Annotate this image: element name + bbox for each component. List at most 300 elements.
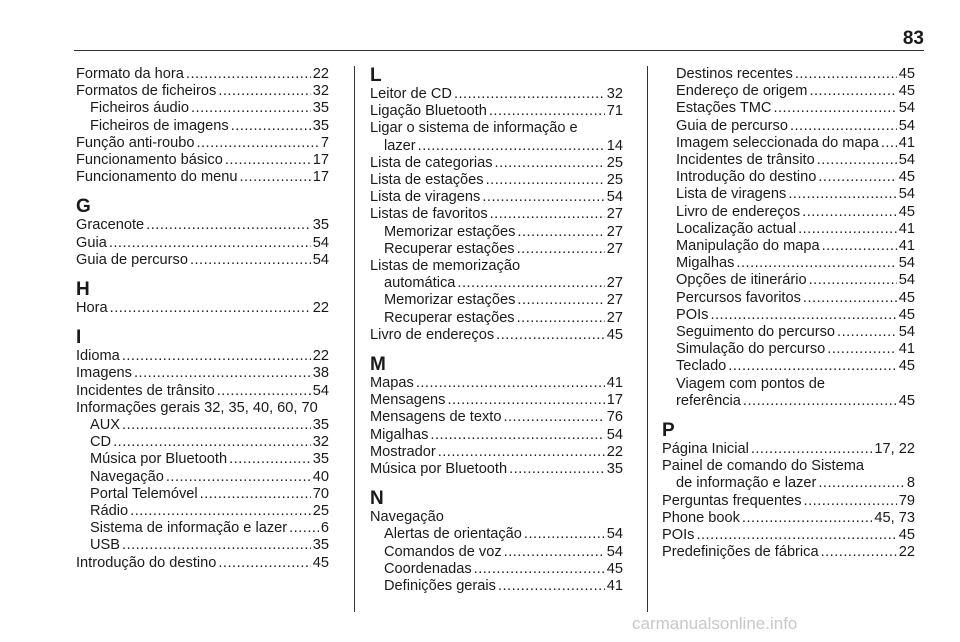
dot-leader [504, 544, 605, 561]
index-entry [76, 83, 329, 100]
dot-leader [122, 348, 311, 365]
index-subentry [662, 100, 915, 117]
dot-leader [743, 393, 897, 410]
dot-leader [490, 206, 605, 223]
dot-leader [803, 290, 897, 307]
index-entry-heading: Informações gerais 32, 35, 40, 60, 70 [76, 399, 318, 416]
dot-leader [134, 365, 311, 382]
index-entry-label: Mostrador [370, 443, 436, 460]
dot-leader [496, 327, 605, 344]
index-entry-heading: Navegação [370, 509, 444, 526]
index-subentry [662, 204, 915, 221]
index-entry [76, 169, 329, 186]
dot-leader [809, 83, 896, 100]
index-entry-label: Mensagens de texto [370, 409, 502, 426]
index-entry-page: 27 [606, 275, 623, 292]
index-section-letter: G [76, 196, 91, 218]
index-entry-label: Sistema de informação e lazer [90, 520, 288, 537]
dot-leader [728, 358, 896, 375]
index-entry-label: Funcionamento do menu [76, 169, 238, 186]
index-entry [662, 544, 915, 561]
index-entry-label: Recuperar estações [384, 309, 515, 326]
index-subentry [76, 503, 329, 520]
index-entry-page: 41 [606, 578, 623, 595]
index-entry-label: automática [384, 275, 456, 292]
index-entry [370, 189, 623, 206]
dot-leader [821, 544, 897, 561]
dot-leader [837, 324, 897, 341]
index-entry-label: Seguimento do percurso [676, 324, 836, 341]
index-section-letter: H [76, 279, 90, 301]
index-entry-page: 54 [898, 272, 915, 289]
index-entry-label: Ficheiros áudio [90, 100, 189, 117]
index-entry-heading: Ligar o sistema de informação e [370, 120, 578, 137]
index-entry-label: Livro de endereços [370, 326, 495, 343]
index-entry-label: lazer [384, 137, 416, 154]
dot-leader [486, 172, 605, 189]
index-entry-heading: Painel de comando do Sistema [662, 458, 865, 475]
index-subentry [370, 241, 623, 258]
index-entry-label: Alertas de orientação [384, 526, 522, 543]
index-subentry [370, 292, 623, 309]
index-subentry [76, 451, 329, 468]
index-entry-page: 54 [606, 543, 623, 560]
index-subentry [76, 434, 329, 451]
index-entry-label: Manipulação do mapa [676, 238, 820, 255]
dot-leader [798, 221, 897, 238]
dot-leader [818, 475, 905, 492]
index-entry-page: 35 [312, 537, 329, 554]
index-entry [370, 86, 623, 103]
index-entry [370, 427, 623, 444]
index-section-letter: L [370, 65, 382, 86]
dot-leader [809, 272, 897, 289]
index-entry-page: 35 [312, 117, 329, 134]
index-entry-page: 40 [312, 468, 329, 485]
dot-leader [416, 375, 605, 392]
watermark: carmanualsonline.info [632, 614, 798, 633]
dot-leader [218, 555, 310, 572]
index-entry-page: 41 [898, 341, 915, 358]
index-entry-page: 45 [898, 203, 915, 220]
index-subentry [76, 486, 329, 503]
index-entry-label: Função anti-roubo [76, 134, 195, 151]
index-entry-page: 27 [606, 292, 623, 309]
index-subentry [370, 526, 623, 543]
index-column-3 [662, 66, 915, 561]
dot-leader [110, 300, 311, 317]
index-entry [76, 365, 329, 382]
index-subentry [662, 221, 915, 238]
index-entry [662, 475, 915, 492]
dot-leader [827, 341, 897, 358]
index-entry-page: 35 [606, 461, 623, 478]
index-entry [370, 392, 623, 409]
dot-leader [498, 578, 605, 595]
index-entry-label: Recuperar estações [384, 240, 515, 257]
dot-leader [696, 527, 896, 544]
index-subentry [662, 255, 915, 272]
index-entry-label: Incidentes de trânsito [76, 382, 215, 399]
index-entry-label: Formatos de ficheiros [76, 83, 217, 100]
index-entry-label: Mapas [370, 375, 414, 392]
dot-leader [517, 224, 604, 241]
dot-leader [225, 152, 311, 169]
index-entry [76, 152, 329, 169]
index-subentry [76, 417, 329, 434]
index-entry-page: 41 [898, 134, 915, 151]
index-entry [76, 348, 329, 365]
index-entry-label: Predefinições de fábrica [662, 544, 819, 561]
index-entry [370, 375, 623, 392]
index-entry [662, 527, 915, 544]
index-entry-label: Phone book [662, 509, 740, 526]
index-entry-label: Guia de percurso [76, 251, 188, 268]
dot-leader [482, 189, 604, 206]
index-entry-page: 45 [606, 326, 623, 343]
dot-leader [495, 155, 605, 172]
dot-leader [191, 100, 311, 117]
dot-leader [113, 434, 311, 451]
dot-leader [217, 383, 311, 400]
index-entry-label: Guia [76, 234, 107, 251]
index-section-letter: P [662, 420, 675, 442]
index-entry-heading: Viagem com pontos de [676, 375, 826, 392]
index-entry-label: USB [90, 537, 121, 554]
index-entry-label: Definições gerais [384, 578, 496, 595]
dot-leader [418, 138, 605, 155]
index-entry-page: 27 [606, 206, 623, 223]
index-entry-page: 22 [606, 443, 623, 460]
index-subentry [662, 358, 915, 375]
index-subentry [76, 537, 329, 554]
index-entry-page: 22 [312, 348, 329, 365]
index-entry-page: 17 [312, 169, 329, 186]
index-entry-label: Estações TMC [676, 100, 772, 117]
index-entry-page: 6 [320, 520, 329, 537]
index-entry-page: 35 [312, 100, 329, 117]
index-entry [76, 383, 329, 400]
index-entry-page: 71 [606, 103, 623, 120]
index-entry-page: 32 [312, 434, 329, 451]
index-entry-label: POIs [676, 306, 709, 323]
index-entry-label: Incidentes de trânsito [676, 152, 815, 169]
index-entry-page: 41 [898, 220, 915, 237]
dot-leader [503, 409, 604, 426]
index-subentry [662, 169, 915, 186]
index-subentry [76, 100, 329, 117]
dot-leader [122, 537, 311, 554]
dot-leader [130, 503, 311, 520]
page-number: 83 [902, 28, 924, 49]
index-entry [370, 409, 623, 426]
dot-leader [802, 204, 897, 221]
index-entry [662, 510, 915, 527]
dot-leader [200, 486, 311, 503]
dot-leader [218, 83, 310, 100]
column-divider-1 [354, 66, 355, 612]
index-entry-label: Migalhas [370, 426, 429, 443]
index-entry [76, 135, 329, 152]
index-entry-page: 14 [606, 137, 623, 154]
dot-leader [166, 469, 311, 486]
index-entry-page: 54 [898, 186, 915, 203]
dot-leader [773, 100, 896, 117]
index-subentry [370, 310, 623, 327]
index-entry-page: 38 [312, 365, 329, 382]
index-entry-page: 54 [312, 382, 329, 399]
dot-leader [817, 152, 897, 169]
index-entry-label: Introdução do destino [676, 169, 817, 186]
index-entry-page: 45 [898, 306, 915, 323]
dot-leader [736, 255, 896, 272]
index-entry-page: 45 [898, 169, 915, 186]
index-entry-label: Funcionamento básico [76, 152, 223, 169]
index-entry-page: 35 [312, 217, 329, 234]
index-subentry [370, 224, 623, 241]
index-entry-label: Localização actual [676, 220, 797, 237]
index-entry-page: 54 [606, 189, 623, 206]
index-entry-page: 17 [606, 392, 623, 409]
index-entry-page: 54 [312, 251, 329, 268]
index-entry-page: 27 [606, 223, 623, 240]
index-entry [370, 155, 623, 172]
index-entry-page: 17, 22 [874, 441, 915, 458]
dot-leader [822, 238, 897, 255]
dot-leader [742, 510, 873, 527]
index-subentry [662, 83, 915, 100]
dot-leader [517, 241, 605, 258]
dot-leader [438, 444, 605, 461]
index-entry-label: referência [676, 392, 741, 409]
index-entry-label: Gracenote [76, 217, 145, 234]
index-entry-label: Introdução do destino [76, 554, 217, 571]
index-column-2 [370, 66, 623, 595]
index-entry-page: 45 [898, 66, 915, 82]
index-entry-label: Formato da hora [76, 66, 184, 82]
dot-leader [804, 493, 897, 510]
index-entry-label: Música por Bluetooth [370, 461, 508, 478]
index-subentry [76, 118, 329, 135]
index-entry-page: 54 [898, 100, 915, 117]
index-entry-label: Leitor de CD [370, 86, 452, 102]
dot-leader [489, 103, 605, 120]
index-entry-page: 35 [312, 417, 329, 434]
index-entry-label: Navegação [90, 468, 164, 485]
index-entry-label: Rádio [90, 503, 129, 520]
dot-leader [517, 292, 604, 309]
dot-leader [229, 451, 311, 468]
dot-leader [517, 310, 605, 327]
index-entry-label: Percursos favoritos [676, 289, 801, 306]
index-entry-page: 7 [320, 134, 329, 151]
index-entry [76, 235, 329, 252]
index-section-letter: M [370, 354, 386, 376]
dot-leader [524, 526, 605, 543]
index-entry-page: 45, 73 [874, 509, 915, 526]
dot-leader [146, 217, 311, 234]
index-entry-label: Imagem seleccionada do mapa [676, 134, 879, 151]
index-entry-label: Endereço de origem [676, 83, 808, 100]
index-entry-label: Perguntas frequentes [662, 492, 802, 509]
dot-leader [710, 307, 896, 324]
dot-leader [239, 169, 310, 186]
dot-leader [795, 66, 897, 83]
index-entry [662, 441, 915, 458]
index-entry-label: Memorizar estações [384, 292, 516, 309]
index-entry [76, 252, 329, 269]
index-entry-label: Guia de percurso [676, 117, 788, 134]
index-entry-page: 32 [606, 86, 623, 102]
index-subentry [662, 324, 915, 341]
index-entry-label: Memorizar estações [384, 223, 516, 240]
dot-leader [447, 392, 604, 409]
index-entry-label: CD [90, 434, 112, 451]
dot-leader [454, 86, 605, 103]
index-entry-label: Hora [76, 300, 108, 317]
index-entry-label: Destinos recentes [676, 66, 793, 82]
dot-leader [790, 118, 897, 135]
index-entry-label: Ficheiros de imagens [90, 117, 229, 134]
index-entry-page: 45 [606, 560, 623, 577]
index-entry-label: Lista de viragens [676, 186, 787, 203]
dot-leader [196, 135, 318, 152]
dot-leader [289, 520, 319, 537]
index-entry [370, 103, 623, 120]
dot-leader [109, 235, 311, 252]
index-subentry [662, 66, 915, 83]
index-subentry [662, 307, 915, 324]
index-entry-page: 22 [898, 544, 915, 561]
index-entry-page: 45 [898, 527, 915, 544]
index-entry-label: Migalhas [676, 255, 735, 272]
index-entry-page: 25 [606, 154, 623, 171]
index-entry-page: 41 [606, 375, 623, 392]
dot-leader [818, 169, 896, 186]
index-entry [370, 138, 623, 155]
index-entry-label: Mensagens [370, 392, 446, 409]
index-subentry [662, 341, 915, 358]
index-entry-label: Imagens [76, 365, 132, 382]
column-divider-2 [647, 66, 648, 612]
index-entry [76, 217, 329, 234]
index-entry-page: 17 [312, 152, 329, 169]
index-subentry [662, 290, 915, 307]
index-entry [662, 493, 915, 510]
index-entry-label: Lista de categorias [370, 154, 493, 171]
index-entry [370, 461, 623, 478]
dot-leader [474, 561, 605, 578]
index-entry-page: 45 [312, 554, 329, 571]
index-entry-label: Listas de favoritos [370, 206, 488, 223]
dot-leader [751, 441, 873, 458]
index-entry-label: Portal Telemóvel [90, 485, 198, 502]
dot-leader [457, 275, 604, 292]
index-entry-page: 45 [898, 358, 915, 375]
index-entry-page: 54 [898, 152, 915, 169]
index-entry-page: 25 [606, 172, 623, 189]
index-entry-page: 32 [312, 83, 329, 100]
index-entry-label: de informação e lazer [676, 475, 817, 492]
index-entry-page: 45 [898, 289, 915, 306]
index-entry [76, 66, 329, 83]
index-section-letter: I [76, 327, 82, 349]
index-entry-label: Música por Bluetooth [90, 451, 228, 468]
index-entry-label: Lista de estações [370, 172, 484, 189]
index-entry-label: Idioma [76, 348, 120, 365]
index-subentry [662, 135, 915, 152]
index-entry-page: 54 [898, 255, 915, 272]
index-subentry [662, 152, 915, 169]
index-entry-page: 22 [312, 66, 329, 82]
index-entry-label: AUX [90, 417, 121, 434]
dot-leader [122, 417, 311, 434]
index-column-1 [76, 66, 329, 572]
index-entry-page: 22 [312, 300, 329, 317]
index-subentry [76, 469, 329, 486]
index-entry [370, 206, 623, 223]
index-subentry [662, 118, 915, 135]
index-entry-label: Ligação Bluetooth [370, 103, 487, 120]
index-entry-page: 54 [606, 526, 623, 543]
index-subentry [370, 544, 623, 561]
index-entry-page: 27 [606, 240, 623, 257]
dot-leader [430, 427, 604, 444]
dot-leader [788, 186, 896, 203]
index-subentry [370, 561, 623, 578]
dot-leader [509, 461, 605, 478]
dot-leader [186, 66, 311, 83]
index-entry-page: 54 [312, 234, 329, 251]
header-rule [74, 50, 924, 51]
index-entry [76, 300, 329, 317]
index-subentry [76, 520, 329, 537]
index-entry-page: 79 [898, 492, 915, 509]
index-entry [370, 172, 623, 189]
index-entry-label: Opções de itinerário [676, 272, 807, 289]
index-entry-label: Simulação do percurso [676, 341, 826, 358]
index-entry-label: POIs [662, 527, 695, 544]
dot-leader [231, 118, 311, 135]
index-entry [76, 555, 329, 572]
index-entry-label: Teclado [676, 358, 727, 375]
index-entry-page: 54 [898, 324, 915, 341]
index-entry-page: 76 [606, 409, 623, 426]
index-entry [370, 444, 623, 461]
index-entry-label: Coordenadas [384, 560, 472, 577]
index-entry [370, 327, 623, 344]
index-entry-label: Lista de viragens [370, 189, 481, 206]
index-entry-label: Comandos de voz [384, 543, 502, 560]
dot-leader [881, 135, 897, 152]
index-entry-page: 70 [312, 485, 329, 502]
index-entry-page: 8 [906, 475, 915, 492]
dot-leader [190, 252, 311, 269]
index-entry-page: 41 [898, 238, 915, 255]
index-entry-label: Página Inicial [662, 441, 749, 458]
index-entry-heading: Listas de memorização [370, 258, 521, 275]
index-subentry [662, 238, 915, 255]
index-subentry [370, 578, 623, 595]
index-entry-page: 27 [606, 309, 623, 326]
index-subentry [662, 186, 915, 203]
index-entry [370, 275, 623, 292]
index-entry-page: 45 [898, 392, 915, 409]
index-section-letter: N [370, 488, 384, 510]
index-subentry [662, 272, 915, 289]
index-entry-page: 45 [898, 83, 915, 100]
index-entry-page: 25 [312, 503, 329, 520]
